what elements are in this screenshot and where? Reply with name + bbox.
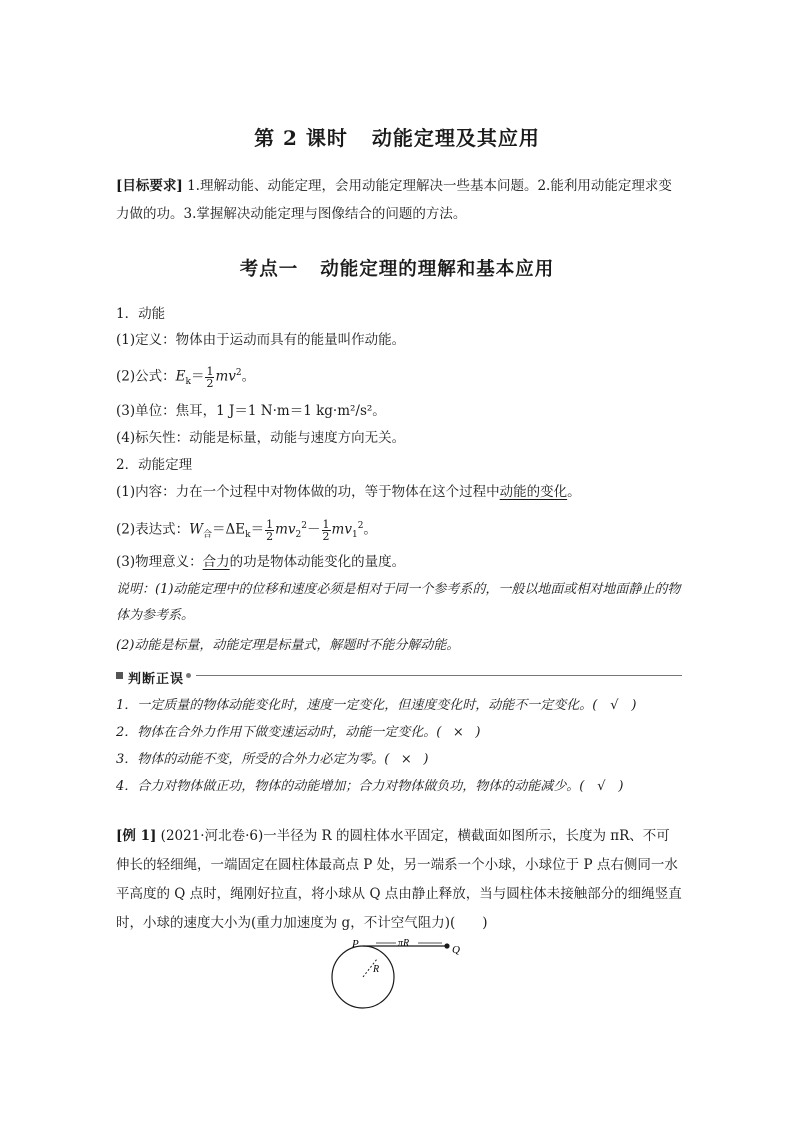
dot-icon	[186, 673, 191, 678]
judge-item: 3．物体的动能不变，所受的合外力必定为零。( × )	[116, 750, 682, 770]
label-p: P	[352, 938, 359, 950]
page-title	[0, 122, 794, 151]
diagram-svg	[324, 934, 464, 1014]
cross-mark: ×	[400, 752, 412, 767]
example-question	[116, 822, 682, 938]
check-mark: √	[597, 779, 606, 794]
label-length: πR	[398, 938, 410, 949]
label-q: Q	[452, 944, 460, 956]
note-1: 说明：(1)动能定理中的位移和速度必须是相对于同一个参考系的，一般以地面或相对地面静止的物体为参考系。	[116, 582, 681, 623]
ke-definition: (1)定义：物体由于运动而具有的能量叫作动能。	[116, 332, 406, 348]
cylinder-diagram	[324, 934, 464, 1014]
ke-formula: (2)公式：$E_k=$ $\frac{1}{2}$ $mv^2$。	[116, 364, 256, 390]
fraction-half: $\frac{1}{2}$	[322, 517, 330, 543]
ball-dot	[444, 943, 449, 948]
goal-text: 1.理解动能、动能定理，会用动能定理解决一些基本问题。2.能利用动能定理求变力做的功。3.掌握解决动能定理与图像结合的问题的方法。	[116, 178, 672, 222]
square-bullet-icon	[116, 672, 123, 679]
divider	[196, 675, 682, 676]
fraction-half: $\frac{1}{2}$	[266, 517, 274, 543]
fraction-half: $\frac{1}{2}$	[206, 364, 214, 390]
section-number: 考点一	[239, 259, 299, 280]
title-lesson: 第 2 课时	[254, 126, 348, 150]
judge-item: 1．一定质量的物体动能变化时，速度一定变化，但速度变化时，动能不一定变化。( √ )	[116, 696, 682, 716]
judge-item: 4．合力对物体做正功，物体的动能增加；合力对物体做负功，物体的动能减少。( √ )	[116, 777, 682, 797]
check-mark: √	[610, 698, 619, 713]
underlined-term: 合力	[202, 554, 230, 570]
theorem-heading: 2．动能定理	[116, 457, 193, 473]
theorem-expression: (2)表达式：$W_合=\Delta E_k=$ $\frac{1}{2}$ $mv_2^2-$ $\frac{1}{2}$ $mv_1^2$。	[116, 517, 377, 543]
example-tag: [例 1]	[116, 828, 157, 844]
judge-section-header	[116, 668, 682, 687]
title-topic: 动能定理及其应用	[371, 126, 540, 150]
theorem-meaning: (3)物理意义：合力的功是物体动能变化的量度。	[116, 554, 406, 570]
learning-goals	[116, 172, 682, 228]
underlined-term: 动能的变化	[499, 484, 568, 500]
ke-unit: (3)单位：焦耳，1 J＝1 N·m＝1 kg·m²/s²。	[116, 403, 386, 419]
label-r: R	[373, 964, 380, 975]
section-heading	[0, 255, 794, 281]
example-text: (2021·河北卷·6)一半径为 R 的圆柱体水平固定，横截面如图所示，长度为 πR、不可伸长的轻细绳，一端固定在圆柱体最高点 P 处，另一端系一个小球，小球位于 P 点右侧同一水平高度的 Q 点时，绳刚好拉直，将小球从 Q 点由静止释放，当与圆柱体未接触部分的细绳竖直时，小球的速度大小为(重力加速度为 g，不计空气阻力)( )	[116, 828, 682, 931]
theorem-content: (1)内容：力在一个过程中对物体做的功，等于物体在这个过程中动能的变化。	[116, 484, 581, 500]
cross-mark: ×	[452, 725, 464, 740]
ke-scalar: (4)标矢性：动能是标量，动能与速度方向无关。	[116, 430, 406, 446]
goal-tag: [目标要求]	[116, 178, 183, 194]
ke-heading: 1．动能	[116, 306, 166, 322]
judge-label: 判断正误	[128, 668, 188, 687]
note-2: (2)动能是标量，动能定理是标量式，解题时不能分解动能。	[116, 638, 460, 653]
section-title: 动能定理的理解和基本应用	[320, 259, 555, 280]
judge-item: 2．物体在合外力作用下做变速运动时，动能一定变化。( × )	[116, 723, 682, 743]
